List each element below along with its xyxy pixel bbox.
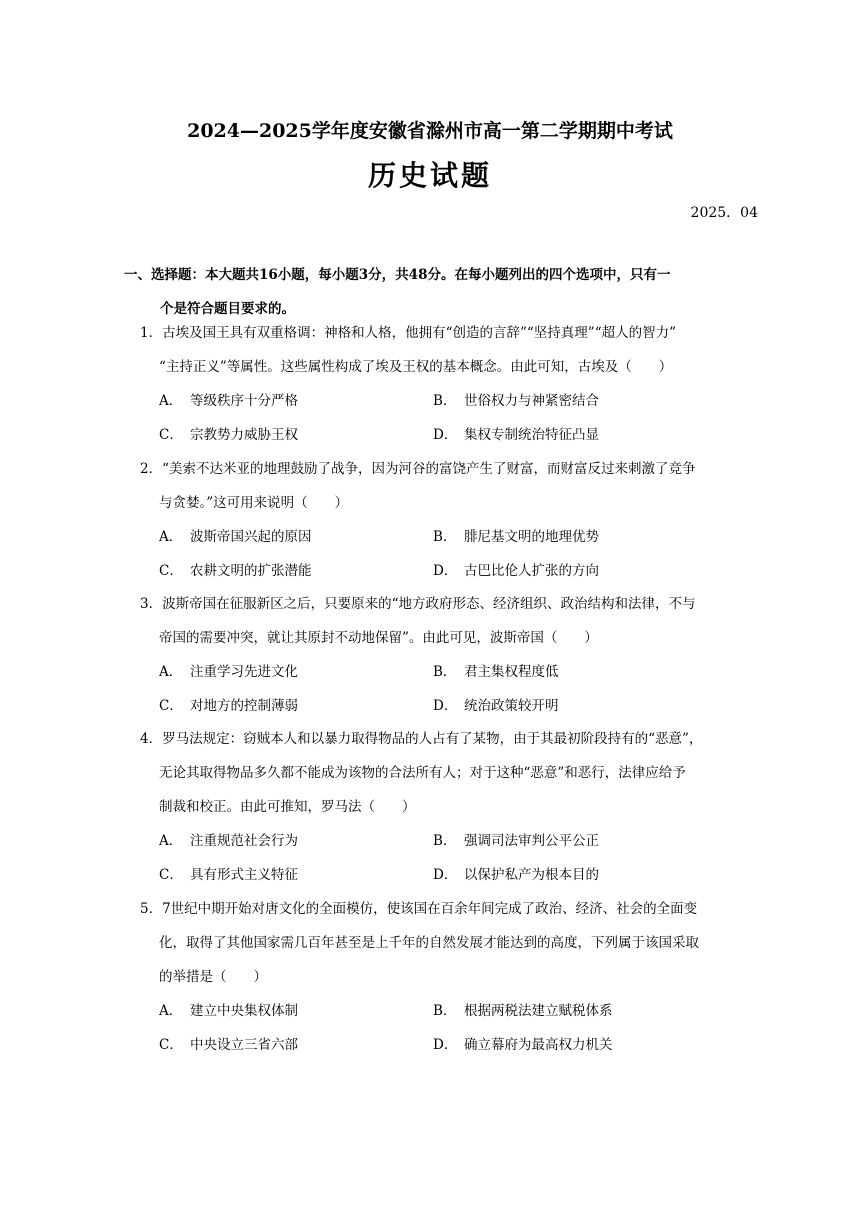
option-row bbox=[140, 418, 760, 452]
option-c: C． 宗教势力威胁王权 bbox=[159, 427, 298, 443]
option-row bbox=[140, 384, 760, 418]
question-2 bbox=[140, 452, 760, 588]
option-a: A． 波斯帝国兴起的原因 bbox=[159, 529, 312, 545]
option-a: A． 注重规范社会行为 bbox=[159, 833, 298, 849]
option-c: C． 中央设立三省六部 bbox=[159, 1037, 298, 1053]
option-c: C． 对地方的控制薄弱 bbox=[159, 698, 298, 714]
option-row bbox=[140, 655, 760, 689]
question-4 bbox=[140, 722, 760, 892]
question-5 bbox=[140, 892, 760, 1062]
option-d: D． 以保护私产为根本目的 bbox=[433, 867, 599, 883]
exam-subject-title: 历史试题 bbox=[367, 159, 492, 192]
exam-date: 2025．04 bbox=[690, 205, 758, 221]
option-row bbox=[140, 554, 760, 588]
option-row bbox=[140, 1028, 760, 1062]
option-b: B． 根据两税法建立赋税体系 bbox=[433, 1003, 613, 1019]
question-stem-line: 无论其取得物品多久都不能成为该物的合法所有人；对于这种“恶意”和恶行，法律应给予 bbox=[159, 765, 686, 781]
section-heading-line-2: 个是符合题目要求的。 bbox=[160, 301, 295, 317]
question-stem-line: 2．“美索不达米亚的地理鼓励了战争，因为河谷的富饶产生了财富，而财富反过来刺激了竞争 bbox=[140, 461, 696, 477]
question-stem-line: 1．古埃及国王具有双重格调：神格和人格，他拥有“创造的言辞”“坚持真理”“超人的智力” bbox=[140, 325, 676, 341]
question-stem-line: 与贪婪。”这可用来说明（ ） bbox=[159, 495, 349, 511]
option-a: A． 等级秩序十分严格 bbox=[159, 393, 298, 409]
option-row bbox=[140, 994, 760, 1028]
question-stem-line: 3．波斯帝国在征服新区之后，只要原来的“地方政府形态、经济组织、政治结构和法律，不与 bbox=[140, 596, 696, 612]
option-b: B． 君主集权程度低 bbox=[433, 664, 559, 680]
exam-title: 2024—2025学年度安徽省滁州市高一第二学期期中考试 bbox=[187, 120, 673, 142]
option-row bbox=[140, 520, 760, 554]
section-heading-line-1: 一、选择题：本大题共16小题，每小题3分，共48分。在每小题列出的四个选项中，只有一 bbox=[124, 267, 671, 283]
option-row bbox=[140, 689, 760, 723]
option-d: D． 集权专制统治特征凸显 bbox=[433, 427, 599, 443]
question-stem-line: 化，取得了其他国家需几百年甚至是上千年的自然发展才能达到的高度，下列属于该国采取 bbox=[159, 935, 699, 951]
question-1 bbox=[140, 316, 760, 452]
option-c: C． 农耕文明的扩张潜能 bbox=[159, 563, 312, 579]
question-3 bbox=[140, 587, 760, 723]
question-stem-line: 制裁和校正。由此可推知，罗马法（ ） bbox=[159, 799, 416, 815]
option-b: B． 腓尼基文明的地理优势 bbox=[433, 529, 599, 545]
question-stem-line: 4．罗马法规定：窃贼本人和以暴力取得物品的人占有了某物，由于其最初阶段持有的“恶意”， bbox=[140, 731, 703, 747]
option-a: A． 注重学习先进文化 bbox=[159, 664, 298, 680]
option-row bbox=[140, 824, 760, 858]
question-stem-line: 5．7世纪中期开始对唐文化的全面模仿，使该国在百余年间完成了政治、经济、社会的全面变 bbox=[140, 901, 698, 917]
option-c: C． 具有形式主义特征 bbox=[159, 867, 298, 883]
option-b: B． 世俗权力与神紧密结合 bbox=[433, 393, 599, 409]
option-d: D． 确立幕府为最高权力机关 bbox=[433, 1037, 613, 1053]
question-stem-line: “主持正义”等属性。这些属性构成了埃及王权的基本概念。由此可知，古埃及（ ） bbox=[159, 359, 673, 375]
question-stem-line: 帝国的需要冲突，就让其原封不动地保留”。由此可见，波斯帝国（ ） bbox=[159, 630, 598, 646]
option-a: A． 建立中央集权体制 bbox=[159, 1003, 298, 1019]
question-stem-line: 的举措是（ ） bbox=[159, 969, 267, 985]
option-d: D． 古巴比伦人扩张的方向 bbox=[433, 563, 599, 579]
option-row bbox=[140, 858, 760, 892]
option-d: D． 统治政策较开明 bbox=[433, 698, 559, 714]
option-b: B． 强调司法审判公平公正 bbox=[433, 833, 599, 849]
